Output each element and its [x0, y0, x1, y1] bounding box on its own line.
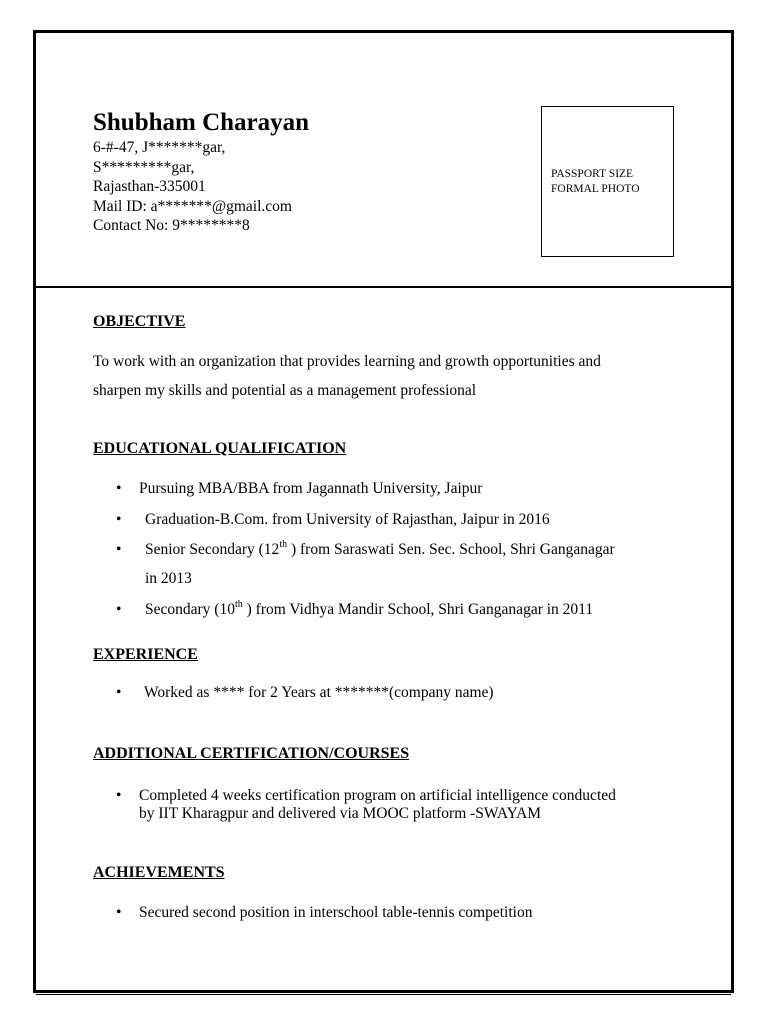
education-item-4 — [145, 600, 593, 620]
experience-heading: EXPERIENCE — [93, 646, 198, 663]
experience-item-1: Worked as **** for 2 Years at *******(company name) — [144, 684, 494, 701]
education-item-3-post: ) from Saraswati Sen. Sec. School, Shri Ganganagar — [287, 541, 615, 558]
contact-number: Contact No: 9********8 — [93, 217, 250, 234]
bullet-icon: • — [116, 541, 122, 558]
header-divider — [36, 286, 731, 288]
candidate-name: Shubham Charayan — [93, 109, 310, 136]
education-item-1: Pursuing MBA/BBA from Jagannath University, Jaipur — [139, 480, 483, 497]
education-item-2: Graduation-B.Com. from University of Rajasthan, Jaipur in 2016 — [145, 511, 550, 528]
bottom-rule — [36, 994, 731, 995]
bullet-icon: • — [116, 480, 122, 497]
certification-line-1: Completed 4 weeks certification program on artificial intelligence conducted — [139, 787, 616, 804]
objective-line-1: To work with an organization that provides learning and growth opportunities and — [93, 353, 601, 370]
address-line-2: S*********gar, — [93, 158, 195, 176]
education-heading: EDUCATIONAL QUALIFICATION — [93, 440, 347, 457]
photo-caption — [551, 167, 640, 196]
education-item-3-continuation: in 2013 — [145, 570, 192, 587]
objective-text — [93, 347, 713, 405]
bullet-icon: • — [116, 601, 122, 618]
ordinal-suffix: th — [279, 538, 288, 550]
photo-caption-line-2: FORMAL PHOTO — [551, 182, 640, 195]
photo-caption-line-1: PASSPORT SIZE — [551, 168, 634, 180]
bullet-icon: • — [116, 904, 122, 921]
certification-heading: ADDITIONAL CERTIFICATION/COURSES — [93, 745, 410, 762]
education-item-4-pre: Secondary (10 — [145, 601, 235, 618]
bullet-icon: • — [116, 511, 122, 528]
contact-block — [93, 138, 292, 236]
mail-id: Mail ID: a*******@gmail.com — [93, 197, 292, 215]
photo-placeholder — [541, 106, 674, 257]
address-line-3: Rajasthan-335001 — [93, 178, 206, 195]
education-item-4-post: ) from Vidhya Mandir School, Shri Ganganagar in 2011 — [242, 601, 594, 618]
objective-heading: OBJECTIVE — [93, 313, 186, 330]
achievements-heading: ACHIEVEMENTS — [93, 864, 225, 881]
bullet-icon: • — [116, 684, 122, 701]
certification-line-2: by IIT Kharagpur and delivered via MOOC platform -SWAYAM — [139, 805, 542, 822]
objective-line-2: sharpen my skills and potential as a management professional — [93, 382, 477, 399]
education-item-3-pre: Senior Secondary (12 — [145, 541, 280, 558]
achievement-item-1: Secured second position in interschool table-tennis competition — [139, 904, 533, 921]
ordinal-suffix: th — [234, 598, 243, 610]
address-line-1: 6-#-47, J*******gar, — [93, 139, 226, 156]
education-item-3 — [145, 540, 615, 560]
bullet-icon: • — [116, 787, 122, 804]
